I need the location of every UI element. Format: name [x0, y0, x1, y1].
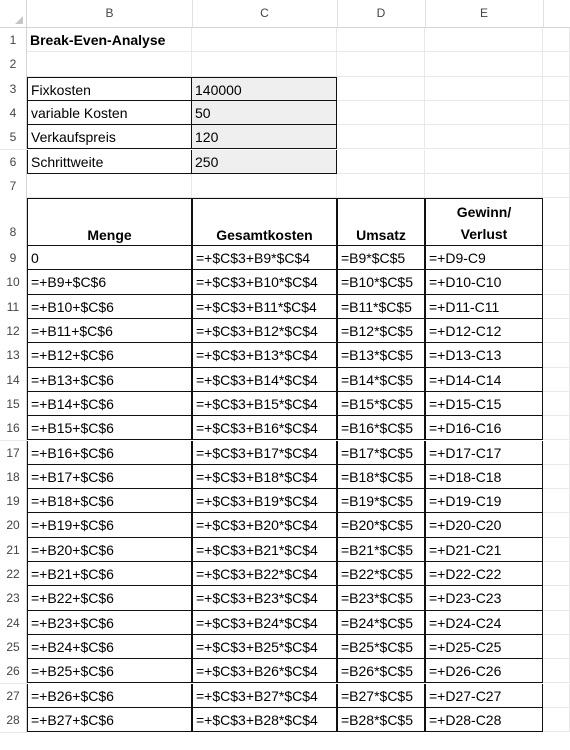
sheet-row [0, 319, 570, 343]
row-number[interactable]: 12 [0, 319, 27, 344]
table-cell-gesamtkosten[interactable]: =+$C$3+B9*$C$4 [192, 246, 337, 270]
row-number[interactable]: 16 [0, 416, 27, 441]
table-cell-umsatz[interactable]: =B14*$C$5 [337, 368, 425, 392]
table-cell-umsatz[interactable]: =B24*$C$5 [337, 611, 425, 635]
row-number[interactable]: 27 [0, 684, 27, 709]
table-cell-menge[interactable]: =+B11+$C$6 [27, 319, 192, 343]
row-number[interactable]: 14 [0, 368, 27, 393]
table-cell-gewinn[interactable]: =+D10-C10 [425, 270, 543, 294]
cell[interactable] [543, 635, 570, 659]
cell[interactable] [543, 28, 570, 52]
cell[interactable] [192, 52, 337, 76]
input-value-cell[interactable]: 140000 [192, 77, 337, 101]
sheet-row [0, 562, 570, 586]
input-label-cell[interactable]: Fixkosten [27, 77, 192, 101]
header-gesamtkosten[interactable]: Gesamtkosten [192, 198, 337, 246]
table-cell-menge[interactable]: =+B13+$C$6 [27, 368, 192, 392]
table-cell-gewinn[interactable]: =+D22-C22 [425, 562, 543, 586]
table-cell-gesamtkosten[interactable]: =+$C$3+B17*$C$4 [192, 441, 337, 465]
table-cell-gewinn[interactable]: =+D23-C23 [425, 586, 543, 610]
table-cell-menge[interactable]: =+B10+$C$6 [27, 295, 192, 319]
cell[interactable] [543, 416, 570, 440]
table-cell-umsatz[interactable]: =B19*$C$5 [337, 489, 425, 513]
table-cell-umsatz[interactable]: =B28*$C$5 [337, 708, 425, 732]
cell[interactable] [543, 270, 570, 294]
table-cell-gesamtkosten[interactable]: =+$C$3+B19*$C$4 [192, 489, 337, 513]
sheet-row [0, 635, 570, 659]
cell[interactable] [543, 489, 570, 513]
sheet-row [0, 441, 570, 465]
cell[interactable] [543, 659, 570, 683]
row-number[interactable]: 2 [0, 52, 27, 77]
row-number[interactable]: 1 [0, 28, 27, 53]
input-label-cell[interactable]: Verkaufspreis [27, 125, 192, 149]
table-cell-gewinn[interactable]: =+D27-C27 [425, 684, 543, 708]
header-gewinn-verlust[interactable] [425, 198, 543, 246]
row-number[interactable]: 11 [0, 295, 27, 320]
sheet-row [0, 513, 570, 537]
table-cell-gewinn[interactable]: =+D28-C28 [425, 708, 543, 732]
table-cell-gesamtkosten[interactable]: =+$C$3+B10*$C$4 [192, 270, 337, 294]
header-gewinn-line2: Verlust [460, 226, 508, 243]
table-cell-umsatz[interactable]: =B9*$C$5 [337, 246, 425, 270]
sheet-row [0, 392, 570, 416]
sheet-row [0, 52, 570, 76]
table-cell-menge[interactable]: =+B12+$C$6 [27, 343, 192, 367]
row-number[interactable]: 9 [0, 246, 27, 271]
cell[interactable] [543, 465, 570, 489]
input-value-cell[interactable]: 250 [192, 150, 337, 174]
column-header-row [0, 0, 570, 28]
row-number[interactable]: 28 [0, 708, 27, 733]
sheet-row [0, 465, 570, 489]
cell[interactable] [337, 101, 425, 125]
row-number[interactable]: 26 [0, 659, 27, 684]
row-number[interactable]: 23 [0, 586, 27, 611]
row-number[interactable]: 8 [0, 198, 27, 247]
row-number[interactable]: 13 [0, 343, 27, 368]
cell[interactable] [192, 28, 337, 52]
table-cell-menge[interactable]: =+B16+$C$6 [27, 441, 192, 465]
table-cell-menge[interactable]: =+B20+$C$6 [27, 538, 192, 562]
cell[interactable] [337, 28, 425, 52]
table-cell-gewinn[interactable]: =+D13-C13 [425, 343, 543, 367]
table-cell-menge[interactable]: =+B26+$C$6 [27, 684, 192, 708]
table-cell-gewinn[interactable]: =+D9-C9 [425, 246, 543, 270]
sheet-row [0, 538, 570, 562]
row-number[interactable]: 4 [0, 101, 27, 126]
sheet-row [0, 101, 570, 125]
sheet-row [0, 586, 570, 610]
cell[interactable] [337, 150, 425, 174]
table-cell-menge[interactable]: 0 [27, 246, 192, 270]
table-cell-gesamtkosten[interactable]: =+$C$3+B14*$C$4 [192, 368, 337, 392]
table-cell-umsatz[interactable]: =B18*$C$5 [337, 465, 425, 489]
cell[interactable] [337, 125, 425, 149]
sheet-row [0, 174, 570, 198]
cell[interactable] [543, 611, 570, 635]
row-number[interactable]: 25 [0, 635, 27, 660]
cell[interactable] [543, 562, 570, 586]
table-cell-gesamtkosten[interactable]: =+$C$3+B13*$C$4 [192, 343, 337, 367]
row-number[interactable]: 19 [0, 489, 27, 514]
cell[interactable] [27, 174, 192, 198]
table-cell-gesamtkosten[interactable]: =+$C$3+B15*$C$4 [192, 392, 337, 416]
table-cell-menge[interactable]: =+B22+$C$6 [27, 586, 192, 610]
sheet-row [0, 77, 570, 101]
table-cell-gesamtkosten[interactable]: =+$C$3+B22*$C$4 [192, 562, 337, 586]
table-cell-menge[interactable]: =+B15+$C$6 [27, 416, 192, 440]
select-all-icon [15, 16, 23, 24]
cell[interactable] [543, 319, 570, 343]
table-cell-gesamtkosten[interactable]: =+$C$3+B26*$C$4 [192, 659, 337, 683]
row-number[interactable]: 3 [0, 77, 27, 102]
sheet-row [0, 246, 570, 270]
sheet-row [0, 343, 570, 367]
table-cell-umsatz[interactable]: =B21*$C$5 [337, 538, 425, 562]
table-cell-gewinn[interactable]: =+D14-C14 [425, 368, 543, 392]
row-number[interactable]: 7 [0, 174, 27, 199]
cell[interactable] [543, 198, 570, 246]
table-cell-gewinn[interactable]: =+D25-C25 [425, 635, 543, 659]
sheet-row [0, 611, 570, 635]
cell[interactable] [337, 52, 425, 76]
table-cell-gewinn[interactable]: =+D12-C12 [425, 319, 543, 343]
table-cell-gewinn[interactable]: =+D20-C20 [425, 513, 543, 537]
cell[interactable] [543, 77, 570, 101]
table-cell-gesamtkosten[interactable]: =+$C$3+B18*$C$4 [192, 465, 337, 489]
cell[interactable] [543, 538, 570, 562]
row-number[interactable]: 15 [0, 392, 27, 417]
table-cell-umsatz[interactable]: =B23*$C$5 [337, 586, 425, 610]
cell[interactable] [543, 150, 570, 174]
cell[interactable] [543, 295, 570, 319]
cell[interactable] [337, 174, 425, 198]
table-cell-menge[interactable]: =+B9+$C$6 [27, 270, 192, 294]
row-number[interactable]: 20 [0, 513, 27, 538]
table-cell-umsatz[interactable]: =B10*$C$5 [337, 270, 425, 294]
table-cell-gesamtkosten[interactable]: =+$C$3+B21*$C$4 [192, 538, 337, 562]
row-number[interactable]: 5 [0, 125, 27, 150]
input-label-cell[interactable]: variable Kosten [27, 101, 192, 125]
cell[interactable] [192, 174, 337, 198]
sheet-row [0, 270, 570, 294]
input-value-cell[interactable]: 120 [192, 125, 337, 149]
cell[interactable] [425, 125, 543, 149]
column-header-b[interactable]: B [27, 0, 193, 27]
table-cell-menge[interactable]: =+B17+$C$6 [27, 465, 192, 489]
table-cell-menge[interactable]: =+B23+$C$6 [27, 611, 192, 635]
cell[interactable] [337, 77, 425, 101]
sheet-title-cell[interactable]: Break-Even-Analyse [27, 28, 192, 52]
sheet-row [0, 28, 570, 52]
cell[interactable] [543, 513, 570, 537]
table-cell-gesamtkosten[interactable]: =+$C$3+B20*$C$4 [192, 513, 337, 537]
table-cell-gewinn[interactable]: =+D24-C24 [425, 611, 543, 635]
table-cell-gewinn[interactable]: =+D17-C17 [425, 441, 543, 465]
header-gewinn-line1: Gewinn/ [456, 204, 512, 221]
sheet-row [0, 489, 570, 513]
row-number[interactable]: 24 [0, 611, 27, 636]
table-cell-menge[interactable]: =+B24+$C$6 [27, 635, 192, 659]
table-cell-umsatz[interactable]: =B17*$C$5 [337, 441, 425, 465]
cell[interactable] [543, 708, 570, 732]
input-label-cell[interactable]: Schrittweite [27, 150, 192, 174]
table-cell-gewinn[interactable]: =+D26-C26 [425, 659, 543, 683]
table-cell-gesamtkosten[interactable]: =+$C$3+B27*$C$4 [192, 684, 337, 708]
sheet-row [0, 125, 570, 149]
row-number[interactable]: 17 [0, 441, 27, 466]
table-cell-gesamtkosten[interactable]: =+$C$3+B12*$C$4 [192, 319, 337, 343]
table-cell-gewinn[interactable]: =+D16-C16 [425, 416, 543, 440]
cell[interactable] [543, 684, 570, 708]
row-number[interactable]: 6 [0, 150, 27, 175]
cell[interactable] [543, 101, 570, 125]
table-cell-umsatz[interactable]: =B16*$C$5 [337, 416, 425, 440]
table-cell-umsatz[interactable]: =B27*$C$5 [337, 684, 425, 708]
table-cell-gewinn[interactable]: =+D19-C19 [425, 489, 543, 513]
select-all-corner[interactable] [0, 0, 27, 27]
sheet-row [0, 368, 570, 392]
table-cell-umsatz[interactable]: =B25*$C$5 [337, 635, 425, 659]
table-cell-gewinn[interactable]: =+D21-C21 [425, 538, 543, 562]
table-cell-gewinn[interactable]: =+D15-C15 [425, 392, 543, 416]
cell[interactable] [425, 174, 543, 198]
column-header-e[interactable]: E [425, 0, 544, 27]
row-number[interactable]: 22 [0, 562, 27, 587]
sheet-row [0, 659, 570, 683]
sheet-row [0, 684, 570, 708]
column-header-f[interactable] [543, 0, 570, 27]
sheet-row [0, 150, 570, 174]
row-number[interactable]: 10 [0, 270, 27, 295]
input-value-cell[interactable]: 50 [192, 101, 337, 125]
table-cell-gesamtkosten[interactable]: =+$C$3+B28*$C$4 [192, 708, 337, 732]
table-cell-umsatz[interactable]: =B13*$C$5 [337, 343, 425, 367]
sheet-row [0, 416, 570, 440]
cell[interactable] [543, 52, 570, 76]
table-cell-menge[interactable]: =+B19+$C$6 [27, 513, 192, 537]
sheet-row [0, 295, 570, 319]
cell[interactable] [425, 101, 543, 125]
table-cell-umsatz[interactable]: =B15*$C$5 [337, 392, 425, 416]
table-cell-gesamtkosten[interactable]: =+$C$3+B24*$C$4 [192, 611, 337, 635]
table-cell-gewinn[interactable]: =+D11-C11 [425, 295, 543, 319]
cell[interactable] [543, 174, 570, 198]
table-cell-gesamtkosten[interactable]: =+$C$3+B16*$C$4 [192, 416, 337, 440]
cell[interactable] [543, 246, 570, 270]
table-cell-umsatz[interactable]: =B12*$C$5 [337, 319, 425, 343]
cell[interactable] [543, 586, 570, 610]
table-cell-menge[interactable]: =+B27+$C$6 [27, 708, 192, 732]
table-cell-gewinn[interactable]: =+D18-C18 [425, 465, 543, 489]
table-cell-umsatz[interactable]: =B22*$C$5 [337, 562, 425, 586]
table-cell-menge[interactable]: =+B25+$C$6 [27, 659, 192, 683]
table-cell-menge[interactable]: =+B21+$C$6 [27, 562, 192, 586]
table-cell-gesamtkosten[interactable]: =+$C$3+B23*$C$4 [192, 586, 337, 610]
cell[interactable] [543, 441, 570, 465]
table-cell-umsatz[interactable]: =B26*$C$5 [337, 659, 425, 683]
table-cell-gesamtkosten[interactable]: =+$C$3+B11*$C$4 [192, 295, 337, 319]
sheet-row [0, 708, 570, 732]
cell[interactable] [543, 125, 570, 149]
cell[interactable] [27, 52, 192, 76]
cell[interactable] [425, 77, 543, 101]
cell[interactable] [425, 28, 543, 52]
row-number[interactable]: 18 [0, 465, 27, 490]
cell[interactable] [425, 52, 543, 76]
cell[interactable] [543, 368, 570, 392]
table-cell-gesamtkosten[interactable]: =+$C$3+B25*$C$4 [192, 635, 337, 659]
table-cell-umsatz[interactable]: =B11*$C$5 [337, 295, 425, 319]
cell[interactable] [543, 392, 570, 416]
cell[interactable] [543, 343, 570, 367]
column-header-d[interactable]: D [337, 0, 426, 27]
table-cell-umsatz[interactable]: =B20*$C$5 [337, 513, 425, 537]
sheet-row [0, 198, 570, 246]
row-number[interactable]: 21 [0, 538, 27, 563]
column-header-c[interactable]: C [192, 0, 338, 27]
cell[interactable] [425, 150, 543, 174]
header-umsatz[interactable]: Umsatz [337, 198, 425, 246]
header-menge[interactable]: Menge [27, 198, 192, 246]
table-cell-menge[interactable]: =+B18+$C$6 [27, 489, 192, 513]
table-cell-menge[interactable]: =+B14+$C$6 [27, 392, 192, 416]
